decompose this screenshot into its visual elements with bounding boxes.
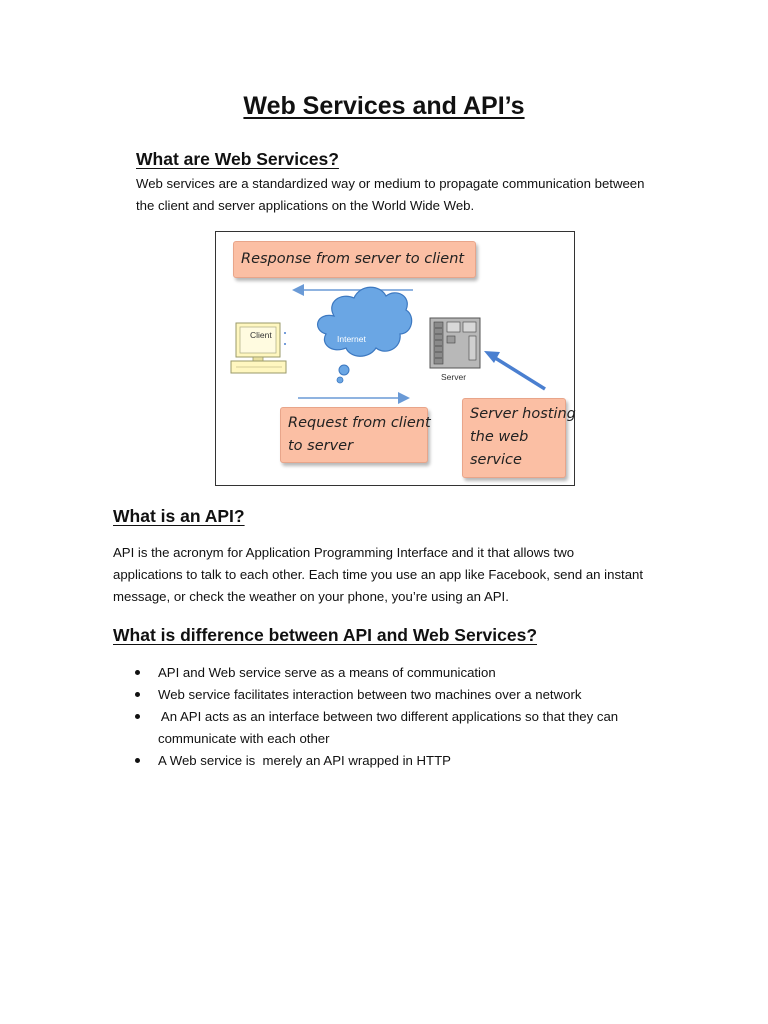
- list-item: [133, 684, 618, 706]
- page-title: Web Services and API’s: [243, 92, 525, 120]
- internet-label: Internet: [337, 334, 366, 344]
- request-note-line: Request from client: [288, 415, 431, 431]
- server-note: [462, 398, 576, 478]
- response-note: [233, 241, 476, 278]
- api-paragraph: [113, 542, 643, 608]
- heading-web-services: What are Web Services?: [136, 149, 339, 169]
- list-item-line: Web service facilitates interaction between two machines over a network: [158, 687, 582, 702]
- server-icon: [430, 318, 480, 368]
- request-note: [280, 407, 431, 463]
- paragraph-line: message, or check the weather on your phone, you’re using an API.: [113, 589, 509, 604]
- list-item-line: API and Web service serve as a means of communication: [158, 665, 496, 680]
- difference-list: [133, 662, 618, 772]
- server-note-line: Server hosting: [470, 406, 576, 422]
- list-item: [133, 750, 618, 772]
- list-item: [133, 662, 618, 684]
- server-pointer-arrow: [484, 351, 545, 389]
- paragraph-line: applications to talk to each other. Each time you use an app like Facebook, send an instant: [113, 567, 644, 582]
- list-item-line: An API acts as an interface between two different applications so that they can: [158, 709, 619, 724]
- list-item-line: communicate with each other: [158, 731, 330, 746]
- server-note-line: the web: [470, 429, 529, 445]
- heading-api: What is an API?: [113, 506, 245, 526]
- server-label: Server: [441, 372, 467, 382]
- response-note-text: Response from server to client: [241, 251, 465, 267]
- server-note-line: service: [470, 452, 522, 468]
- list-item: [133, 706, 618, 750]
- list-item-line: A Web service is merely an API wrapped in HTTP: [158, 753, 451, 768]
- heading-difference: What is difference between API and Web Services?: [113, 625, 538, 645]
- request-note-line: to server: [288, 438, 354, 454]
- client-label: Client: [250, 330, 272, 340]
- web-services-paragraph: [136, 173, 644, 217]
- paragraph-line: Web services are a standardized way or medium to propagate communication between: [136, 176, 645, 191]
- paragraph-line: the client and server applications on the World Wide Web.: [136, 198, 475, 213]
- paragraph-line: API is the acronym for Application Programming Interface and it that allows two: [113, 545, 575, 560]
- web-service-diagram: [215, 231, 575, 486]
